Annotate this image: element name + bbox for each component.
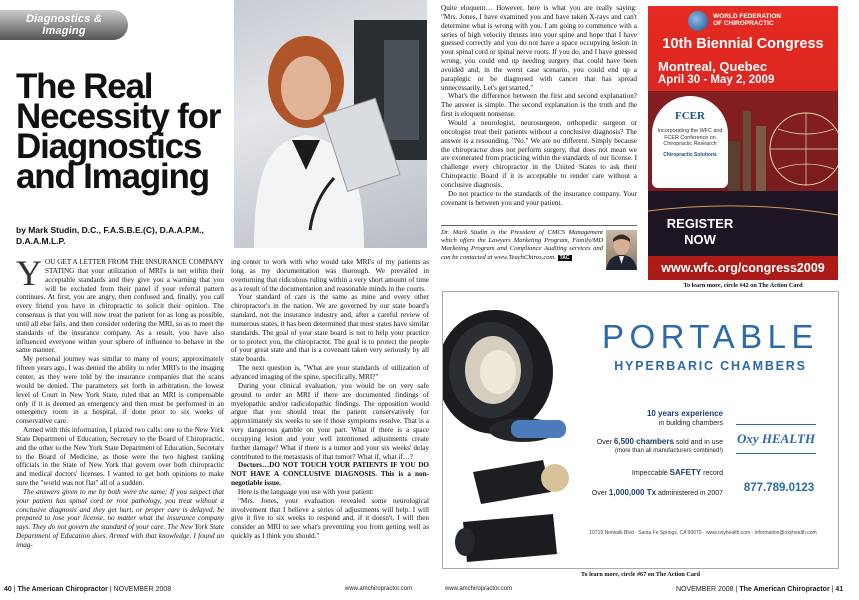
oxy-claim-1-sub: in building chambers bbox=[658, 420, 723, 427]
col2-para-3: The next question is, "What are your standards of utilization of advanced imaging of the spine, specifically, MRI?" bbox=[231, 364, 429, 381]
oxy-claim-3-bold: SAFETY bbox=[669, 468, 702, 477]
drop-cap: Y bbox=[16, 258, 42, 293]
bio-divider bbox=[441, 225, 637, 226]
footer-left: 40 | The American Chiropractor | NOVEMBER 2008 bbox=[4, 586, 172, 593]
hyperbaric-subhead: HYPERBARIC CHAMBERS bbox=[614, 359, 807, 373]
wfc-org-line1: WORLD FEDERATION bbox=[713, 13, 782, 20]
footer-left-date: NOVEMBER 2008 bbox=[113, 586, 172, 593]
col3-para-3: Would a neurologist, neurosurgeon, orthopedic surgeon or oncologist treat their patients without a conclusive diagnosis? The answer is a resounding, "No." We are no different. Simply because the chiropractor does not perform surgery, that does not mean we are exonerated from practicing within the standards of our license. I challenge every chiropractor in the United States to ask their Chiropractic Board if it is acceptable to render care without a conclusive diagnosis. bbox=[441, 118, 637, 189]
wfc-city: Montreal, Quebec bbox=[658, 59, 768, 74]
section-tab-line1: Diagnostics & bbox=[26, 13, 102, 25]
col2-para-1: ing center to work with who would take MRI's of my patients as long as my documentation was thorough. We prevailed in overturning that ridiculous ruling within a very short amount of time as a result of the documentation and reasonable minds in the courts. bbox=[231, 258, 429, 293]
register-label: REGISTER bbox=[666, 216, 734, 231]
article-column-3 bbox=[441, 4, 637, 222]
article-column-2 bbox=[231, 258, 429, 582]
oxy-claim-3-pre: Impeccable bbox=[631, 470, 670, 477]
col3-para-2: What's the difference between the first and second explanation? The answer is simple. The second explanation is the truth and the first is eloquent nonsense. bbox=[441, 92, 637, 119]
wfc-ad[interactable] bbox=[648, 6, 838, 280]
wfc-org-line2: OF CHIROPRACTIC bbox=[713, 20, 774, 27]
wfc-globe-icon bbox=[688, 11, 708, 31]
article-title: The Real Necessity for Diagnostics and Imaging bbox=[16, 67, 221, 196]
footer-left-url[interactable]: www.amchiropractor.com bbox=[345, 586, 413, 592]
col1-para-3: Armed with this information, I placed two calls: one to the New York State Department of Education, Secretary to the Board of Chiropractic, and the other to the New York State Department of Education, Secretary to the Board of Medicine, as those were the two highest ranking officials in the State of New York that govern over both chiropractic and medical doctors' licenses. I wanted to get both opinions to make sure the "world was not flat" all of a sudden. bbox=[16, 426, 224, 488]
fcer-logo: FCER bbox=[675, 110, 705, 122]
portable-headline: PORTABLE bbox=[601, 318, 819, 355]
col2-para-6: Here is the language you use with your patient: bbox=[238, 487, 374, 496]
oxyhealth-ad[interactable] bbox=[442, 291, 839, 569]
col2-para-7: "Mrs. Jones, your evaluation revealed some neurological involvement that I believe a series of adjustments will help. I will give it five to six weeks to respond and, if it doesn't, I will then consider an MRI to see what's preventing you from getting well as quickly as I think you should." bbox=[231, 496, 429, 541]
col1-para-4: The answers given to me by both were the same: If you suspect that your patient has spinal cord or root pathology, you treat without a conclusive diagnosis and they get hurt, or proper care is delayed, be prepared to lose your license, no matter what the insurance company says. They do not govern the standard of your care. The New York State Department of Education does. Armed with that knowledge, I found an imag- bbox=[16, 487, 224, 549]
oxy-claim-2-pre: Over bbox=[596, 439, 614, 446]
hyperbaric-chamber-image bbox=[443, 292, 573, 569]
oxyhealth-logo-text: Oxy HEALTH bbox=[736, 431, 816, 446]
author-bio bbox=[441, 229, 603, 262]
tac-badge: TAC bbox=[559, 254, 570, 261]
wfc-headline: 10th Biennial Congress bbox=[662, 36, 824, 52]
footer-right-page: 41 bbox=[835, 586, 844, 593]
oxy-claim-1-bold: 10 years experience bbox=[646, 409, 723, 418]
oxy-address: 10719 Norwalk Blvd · Santa Fe Springs, CA 90670 · www.oxyhealth.com · information@oxyhealth.com bbox=[589, 530, 817, 536]
footer-left-mag: The American Chiropractor bbox=[17, 586, 108, 593]
footer-left-page: 40 bbox=[4, 586, 12, 593]
article-byline: by Mark Studin, D.C., F.A.S.B.E.(C), D.A.A.P.M., D.A.A.M.L.P. bbox=[16, 225, 204, 246]
footer-right-mag: The American Chiropractor bbox=[739, 586, 830, 593]
wfc-url[interactable]: www.wfc.org/congress2009 bbox=[661, 261, 825, 275]
oxy-claim-2 bbox=[563, 437, 723, 456]
oxy-phone[interactable]: 877.789.0123 bbox=[743, 482, 815, 494]
oxy-claim-3-post: record bbox=[701, 470, 723, 477]
author-photo bbox=[606, 230, 637, 270]
oxy-claim-3 bbox=[563, 468, 723, 477]
oxyhealth-logo bbox=[736, 424, 816, 454]
oxy-claim-4-post: administered in 2007 bbox=[656, 490, 723, 497]
col2-para-2: Your standard of care is the same as mine and every other chiropractor's in the nation. We are governed by our state board's standard, not the insurance industry and, after a careful review of numerous states, it has been determined that most states have similar standards. The goal of your state board is not to help your practice or to protect you, the chiropractor. The goal is to protect the people of your great state and that is a covenant taken very seriously by all state boards. bbox=[231, 293, 429, 364]
oxy-claim-4-pre: Over bbox=[591, 490, 609, 497]
col1-para-2: My personal journey was similar to many of yours; approximately fifteen years ago, I was denied the ability to refer MRI's to the imaging center, as they were told by the insurance companies that the scans would be denied. The parameters set forth in arbitration, the lowest level of Court in New York State, ruled that an MRI is compensable only if it is deemed an emergency and then must be performed in an emergency room in a hospital, if done prior to six weeks of conservative care. bbox=[16, 355, 224, 426]
col3-para-4: Do not practice to the standards of the insurance company. Your covenant is between you and your patient. bbox=[441, 189, 637, 207]
register-now-text bbox=[648, 216, 752, 248]
author-bio-text: Dr. Mark Studin is the President of CMCS Management which offers the Lawyers Marketing Program, Family/MD Marketing Program and Compliance Auditing services and can be contacted at www.TeachChiros.com. bbox=[441, 229, 603, 261]
section-tab-line2: Imaging bbox=[42, 24, 86, 37]
oxy-claim-2-bold: 6,500 chambers bbox=[613, 437, 674, 446]
oxy-claim-4 bbox=[553, 488, 723, 497]
wfc-org-name bbox=[713, 13, 781, 27]
wfc-dates: April 30 - May 2, 2009 bbox=[658, 74, 775, 86]
doctor-photo bbox=[234, 0, 427, 248]
oxy-claim-1 bbox=[583, 409, 723, 428]
oxy-claim-2-sub: (more than all manufacturers combined!) bbox=[614, 448, 723, 454]
oxy-claim-4-bold: 1,000,000 Tx bbox=[608, 488, 657, 497]
oxy-claim-2-post: sold and in use bbox=[673, 439, 723, 446]
chiro-solutions-logo: Chiropractic Solutions bbox=[663, 151, 717, 158]
col3-para-1: Quite eloquent… However, here is what you are really saying: "Mrs. Jones, I have examined you and have taken X-rays and can't determine what is wrong with you. I am going to commence with a series of high velocity thrusts into your spine and hope that I have guessed correctly and you do not have a space occupying lesion in your spinal cord or spinal nerve roots. If you do, and I have guessed wrong, you could end up needing surgery that could have been avoided and, in the worst case scenario, you could end up a paraplegic or be diagnosed with cancer that has spread unnecessarily. Let's get started." bbox=[441, 4, 637, 92]
fcer-incorporating: Incorporating the WFC and FCER Conference on Chiropractic Research bbox=[657, 128, 723, 148]
wfc-action-card-note: To learn more, circle #42 on The Action Card bbox=[683, 282, 803, 289]
col2-para-4: During your clinical evaluation, you would be on very safe ground to order an MRI if there are documented findings of myelopathic and/or radiculopathic findings. The opposition would argue that you should treat the patient conservatively for approximately six weeks to see if those symptoms resolve. That is a very dangerous gamble on your part. What if there is a space occupying lesion and your well intentioned adjustments create further damage? What if there is a tumor and your six weeks' delay contributed to the metastasis of that tumor? What if, what if…? bbox=[231, 381, 429, 461]
section-tab bbox=[0, 10, 128, 40]
fcer-badge bbox=[652, 96, 728, 188]
footer-right-date: NOVEMBER 2008 bbox=[676, 586, 734, 593]
col2-para-5: Doctors…DO NOT TOUCH YOUR PATIENTS IF YOU DO NOT HAVE A CONCLUSIVE DIAGNOSIS. This is a non-negotiable issue. bbox=[231, 461, 429, 488]
now-label: NOW bbox=[684, 232, 716, 247]
footer-right: NOVEMBER 2008 | The American Chiropractor | 41 bbox=[676, 586, 844, 593]
footer-right-url[interactable]: www.amchiropractor.com bbox=[445, 586, 513, 592]
article-column-1 bbox=[16, 258, 224, 582]
col1-para-1: OU GET A LETTER FROM THE INSURANCE COMPANY STATING that your utilization of MRI's is not within their acceptable standards and they give you a warning that you will be excluded from their panel if your referral pattern continues. At first, you are angry, then confused and, finally, you call every friend you have in chiropractic to solicit their opinion. The consensus is that you will now treat the patient for as long as possible, until all else fails, and then consider ordering the MRI, so as to meet the standards of the insurance company. As a result, you have also influenced everyone within your sphere of influence to behave in the same manner. bbox=[16, 258, 224, 355]
oxy-action-card-note: To learn more, circle #67 on The Action Card bbox=[580, 571, 701, 578]
